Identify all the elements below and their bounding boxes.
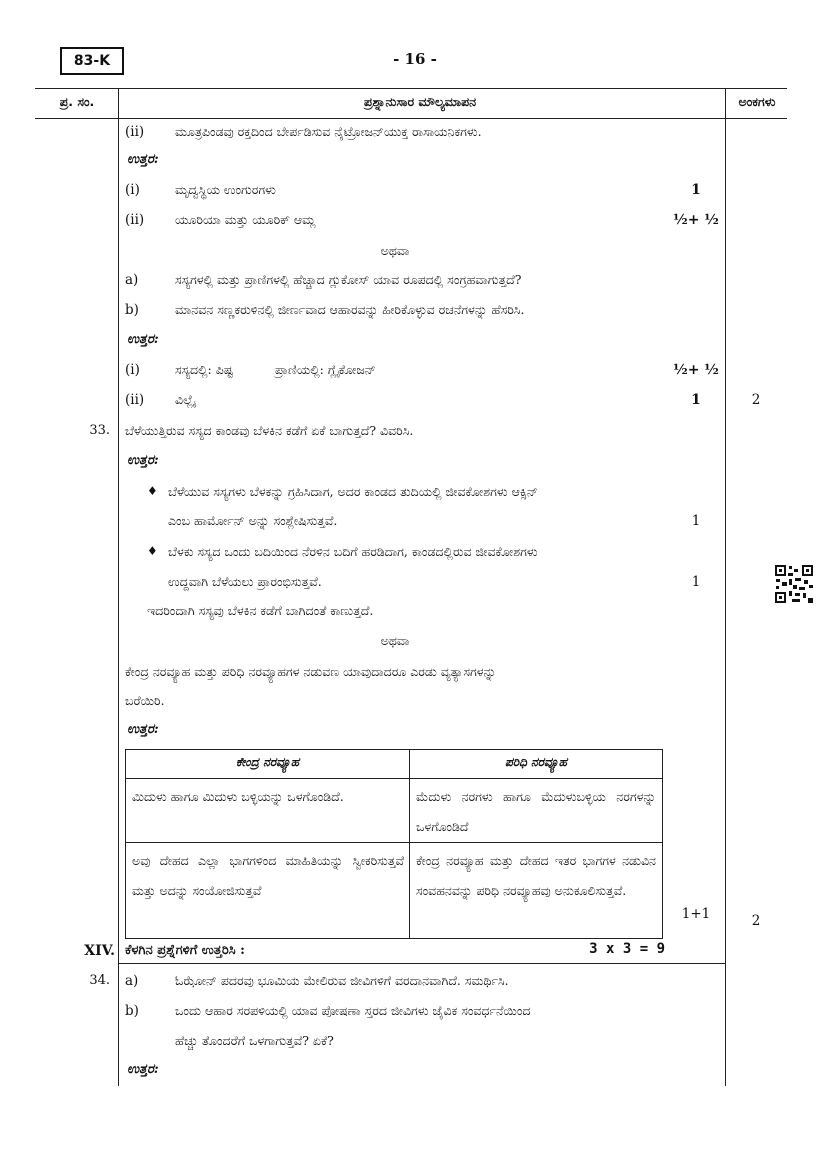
column-divider-left bbox=[118, 88, 119, 1086]
mark-value: 1 bbox=[691, 513, 701, 529]
item-label: (i) bbox=[125, 182, 140, 198]
table-header-pns: ಪರಿಧಿ ನರವ್ಯೂಹ bbox=[505, 755, 567, 769]
answer-label: ಉತ್ತರ: bbox=[127, 152, 159, 167]
item-label: (i) bbox=[125, 362, 140, 378]
answer-label: ಉತ್ತರ: bbox=[127, 1062, 159, 1077]
answer-text: ಮೃದ್ವಸ್ಥಿಯ ಉಂಗುರಗಳು bbox=[175, 182, 276, 197]
page-number: - 16 - bbox=[393, 50, 437, 68]
answer-text: ಪ್ರಾಣಿಯಲ್ಲಿ: ಗ್ಲೈಕೋಜನ್ bbox=[275, 362, 376, 377]
section-number: XIV. bbox=[84, 943, 115, 959]
mark-value: ½+ ½ bbox=[673, 212, 719, 228]
item-label: (ii) bbox=[125, 124, 145, 140]
bullet-text: ಬೆಳಕು ಸಸ್ಯದ ಒಂದು ಬದಿಯಿಂದ ನೆರಳಿನ ಬದಿಗೆ ಹರಡಿದಾಗ, ಕಾಂಡದಲ್ಲಿರುವ ಜೀವಕೋಶಗಳು bbox=[168, 544, 538, 559]
question-text: ಬೆಳೆಯುತ್ತಿರುವ ಸಸ್ಯದ ಕಾಂಡವು ಬೆಳಕಿನ ಕಡೆಗೆ ಏಕೆ ಬಾಗುತ್ತದೆ? ವಿವರಿಸಿ. bbox=[125, 423, 414, 438]
item-label: b) bbox=[125, 1003, 139, 1019]
total-marks: 2 bbox=[751, 392, 761, 408]
total-marks: 2 bbox=[751, 913, 761, 929]
table-row-divider bbox=[126, 778, 662, 779]
bullet-icon: ♦ bbox=[147, 544, 158, 558]
or-divider: ಅಥವಾ bbox=[380, 633, 410, 648]
mark-value: 1+1 bbox=[681, 906, 711, 922]
item-label: (ii) bbox=[125, 392, 145, 408]
answer-label: ಉತ್ತರ: bbox=[127, 722, 159, 737]
table-header-bottom-border bbox=[35, 118, 787, 119]
header-evaluation: ಪ್ರಶ್ನಾನುಸಾರ ಮೌಲ್ಯಮಾಪನ bbox=[363, 94, 477, 109]
table-cell: ಮಿದುಳು ಹಾಗೂ ಮಿದುಳು ಬಳ್ಳಿಯನ್ನು ಒಳಗೊಂಡಿದೆ. bbox=[132, 789, 344, 804]
or-divider: ಅಥವಾ bbox=[380, 243, 410, 258]
table-row-divider bbox=[126, 842, 662, 843]
item-label: b) bbox=[125, 302, 139, 318]
table-cell: ಕೇಂದ್ರ ನರವ್ಯೂಹ ಮತ್ತು ದೇಹದ ಇತರ ಭಾಗಗಳ ನಡುವಿನ ಸಂವಹನವನ್ನು ಪರಿಧಿ ನರವ್ಯೂಹವು ಅನುಕೂಲಿಸುತ್ತವೆ. bbox=[416, 853, 656, 898]
mark-value: 1 bbox=[691, 392, 701, 408]
bullet-text: ಬೆಳೆಯುವ ಸಸ್ಯಗಳು ಬೆಳಕನ್ನು ಗ್ರಹಿಸಿದಾಗ, ಅದರ ಕಾಂಡದ ತುದಿಯಲ್ಲಿ ಜೀವಕೋಶಗಳು ಆಕ್ಸಿನ್ bbox=[168, 484, 538, 499]
section-divider bbox=[118, 963, 725, 964]
header-marks: ಅಂಕಗಳು bbox=[738, 94, 776, 109]
conclusion-text: ಇದರಿಂದಾಗಿ ಸಸ್ಯವು ಬೆಳಕಿನ ಕಡೆಗೆ ಬಾಗಿದಂತೆ ಕಾಣುತ್ತದೆ. bbox=[147, 603, 374, 618]
answer-text: ಸಸ್ಯದಲ್ಲಿ: ಪಿಷ್ಟ bbox=[175, 362, 234, 377]
question-text: ಮಾನವನ ಸಣ್ಣಕರುಳಿನಲ್ಲಿ ಜೀರ್ಣವಾದ ಆಹಾರವನ್ನು ಹೀರಿಕೊಳ್ಳುವ ರಚನೆಗಳನ್ನು ಹೆಸರಿಸಿ. bbox=[175, 302, 525, 317]
answer-text: ವಿಲ್ಲೈ bbox=[175, 392, 196, 407]
mark-value: 1 bbox=[691, 574, 701, 590]
answer-text: ಯೂರಿಯಾ ಮತ್ತು ಯೂರಿಕ್ ಆಮ್ಲ bbox=[175, 212, 316, 227]
bullet-icon: ♦ bbox=[147, 484, 158, 498]
answer-label: ಉತ್ತರ: bbox=[127, 453, 159, 468]
header-question-number: ಪ್ರ. ಸಂ. bbox=[59, 94, 95, 109]
mark-value: 1 bbox=[691, 182, 701, 198]
table-top-border bbox=[35, 88, 787, 89]
comparison-table bbox=[125, 749, 663, 939]
section-marks: 3 x 3 = 9 bbox=[589, 941, 665, 957]
question-number: 34. bbox=[89, 973, 110, 988]
table-header-cns: ಕೇಂದ್ರ ನರವ್ಯೂಹ bbox=[235, 755, 300, 769]
question-text: ಬರೆಯಿರಿ. bbox=[125, 693, 165, 708]
bullet-text: ಎಂಬ ಹಾರ್ಮೋನ್ ಅನ್ನು ಸಂಶ್ಲೇಷಿಸುತ್ತವೆ. bbox=[168, 513, 338, 528]
paper-code: 83-K bbox=[60, 47, 124, 75]
column-divider-right bbox=[725, 88, 726, 1086]
mark-value: ½+ ½ bbox=[673, 362, 719, 378]
question-text: ಓಝೋನ್ ಪದರವು ಭೂಮಿಯ ಮೇಲಿರುವ ಜೀವಿಗಳಿಗೆ ವರದಾನವಾಗಿದೆ. ಸಮರ್ಥಿಸಿ. bbox=[175, 973, 509, 988]
question-text: ಸಸ್ಯಗಳಲ್ಲಿ ಮತ್ತು ಪ್ರಾಣಿಗಳಲ್ಲಿ ಹೆಚ್ಚಾದ ಗ್ಲುಕೋಸ್ ಯಾವ ರೂಪದಲ್ಲಿ ಸಂಗ್ರಹವಾಗುತ್ತದೆ? bbox=[175, 272, 522, 287]
item-label: a) bbox=[125, 973, 139, 989]
item-label: a) bbox=[125, 272, 139, 288]
qr-code-icon bbox=[774, 564, 814, 604]
item-label: (ii) bbox=[125, 212, 145, 228]
question-text: ಹೆಚ್ಚು ತೊಂದರೆಗೆ ಒಳಗಾಗುತ್ತವೆ? ಏಕೆ? bbox=[175, 1033, 334, 1048]
question-text: ಮೂತ್ರಪಿಂಡವು ರಕ್ತದಿಂದ ಬೇರ್ಪಡಿಸುವ ನೈಟ್ರೋಜನ್‌ಯುಕ್ತ ರಾಸಾಯನಿಕಗಳು. bbox=[175, 124, 482, 139]
question-text: ಕೇಂದ್ರ ನರವ್ಯೂಹ ಮತ್ತು ಪರಿಧಿ ನರವ್ಯೂಹಗಳ ನಡುವಣ ಯಾವುದಾದರೂ ಎರಡು ವ್ಯತ್ಯಾಸಗಳನ್ನು bbox=[125, 664, 497, 679]
question-number: 33. bbox=[89, 423, 110, 438]
bullet-text: ಉದ್ದವಾಗಿ ಬೆಳೆಯಲು ಪ್ರಾರಂಭಿಸುತ್ತವೆ. bbox=[168, 574, 322, 589]
question-text: ಒಂದು ಆಹಾರ ಸರಪಳಿಯಲ್ಲಿ ಯಾವ ಪೋಷಣಾ ಸ್ತರದ ಜೀವಿಗಳು ಜೈವಿಕ ಸಂವರ್ಧನೆಯಿಂದ bbox=[175, 1003, 531, 1018]
table-cell: ಅವು ದೇಹದ ಎಲ್ಲಾ ಭಾಗಗಳಿಂದ ಮಾಹಿತಿಯನ್ನು ಸ್ವೀಕರಿಸುತ್ತವೆ ಮತ್ತು ಅದನ್ನು ಸಂಯೋಜಿಸುತ್ತವೆ bbox=[132, 853, 404, 898]
table-cell: ಮೆದುಳು ನರಗಳು ಹಾಗೂ ಮೆದುಳುಬಳ್ಳಿಯ ನರಗಳನ್ನು ಒಳಗೊಂಡಿದೆ bbox=[416, 789, 656, 834]
section-instruction: ಕೆಳಗಿನ ಪ್ರಶ್ನೆಗಳಿಗೆ ಉತ್ತರಿಸಿ : bbox=[125, 943, 245, 958]
answer-label: ಉತ್ತರ: bbox=[127, 332, 159, 347]
